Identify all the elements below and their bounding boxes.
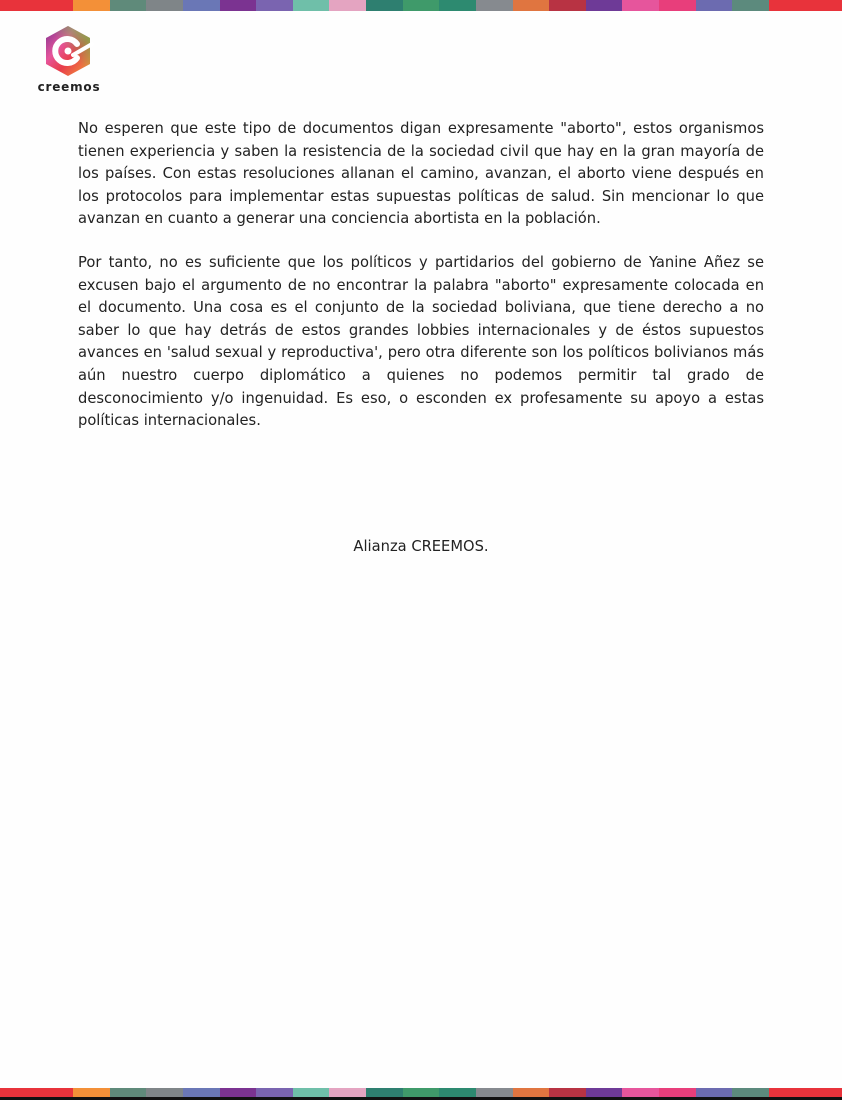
creemos-logo [32,24,106,96]
stripe-segment [769,0,842,11]
creemos-hexagon-icon [40,24,96,80]
stripe-segment [659,0,696,11]
stripe-segment [439,0,476,11]
stripe-segment [476,0,513,11]
stripe-segment [622,0,659,11]
stripe-segment [0,0,73,11]
stripe-segment [183,1088,220,1097]
stripe-segment [329,1088,366,1097]
stripe-segment [586,1088,623,1097]
stripe-segment [73,1088,110,1097]
document-body [78,118,764,454]
signature: Alianza CREEMOS. [353,538,489,555]
stripe-segment [220,1088,257,1097]
logo-wordmark: creemos [37,80,101,94]
stripe-segment [732,0,769,11]
stripe-segment [366,1088,403,1097]
stripe-segment [513,0,550,11]
stripe-segment [659,1088,696,1097]
stripe-segment [476,1088,513,1097]
stripe-segment [732,1088,769,1097]
stripe-segment [366,0,403,11]
paragraph-2: Por tanto, no es suficiente que los políticos y partidarios del gobierno de Yanine Añez se excusen bajo el argumento de no encontrar la palabra "aborto" expresamente colocada en el documento. Una cosa es el conjunto de la sociedad boliviana, que tiene derecho a no saber lo que hay detrás de estos grandes lobbies internacionales y de éstos supuestos avances en 'salud sexual y reproductiva', pero otra diferente son los políticos bolivianos más aún nuestro cuerpo diplomático a quienes no podemos permitir tal grado de desconocimiento y/o ingenuidad. Es eso, o esconden ex profesamente su apoyo a estas políticas internacionales. [78,253,764,430]
stripe-segment [183,0,220,11]
bottom-color-stripe [0,1088,842,1100]
stripe-segment [696,0,733,11]
stripe-segment [513,1088,550,1097]
stripe-segment [293,0,330,11]
stripe-segment [220,0,257,11]
stripe-segment [586,0,623,11]
stripe-segment [0,1088,73,1097]
top-color-stripe [0,0,842,11]
stripe-segment [549,0,586,11]
stripe-segment [622,1088,659,1097]
stripe-segment [329,0,366,11]
stripe-segment [73,0,110,11]
stripe-segment [403,0,440,11]
stripe-segment [256,1088,293,1097]
stripe-segment [549,1088,586,1097]
stripe-segment [110,0,147,11]
stripe-segment [769,1088,842,1097]
stripe-segment [403,1088,440,1097]
stripe-segment [146,1088,183,1097]
stripe-segment [439,1088,476,1097]
stripe-segment [146,0,183,11]
stripe-segment [696,1088,733,1097]
stripe-segment [256,0,293,11]
stripe-segment [293,1088,330,1097]
paragraph-1: No esperen que este tipo de documentos digan expresamente "aborto", estos organismos tienen experiencia y saben la resistencia de la sociedad civil que hay en la gran mayoría de los países. Con estas resoluciones allanan el camino, avanzan, el aborto viene después en los protocolos para implementar estas supuestas políticas de salud. Sin mencionar lo que avanzan en cuanto a generar una conciencia abortista en la población. [78,120,764,228]
stripe-segment [110,1088,147,1097]
